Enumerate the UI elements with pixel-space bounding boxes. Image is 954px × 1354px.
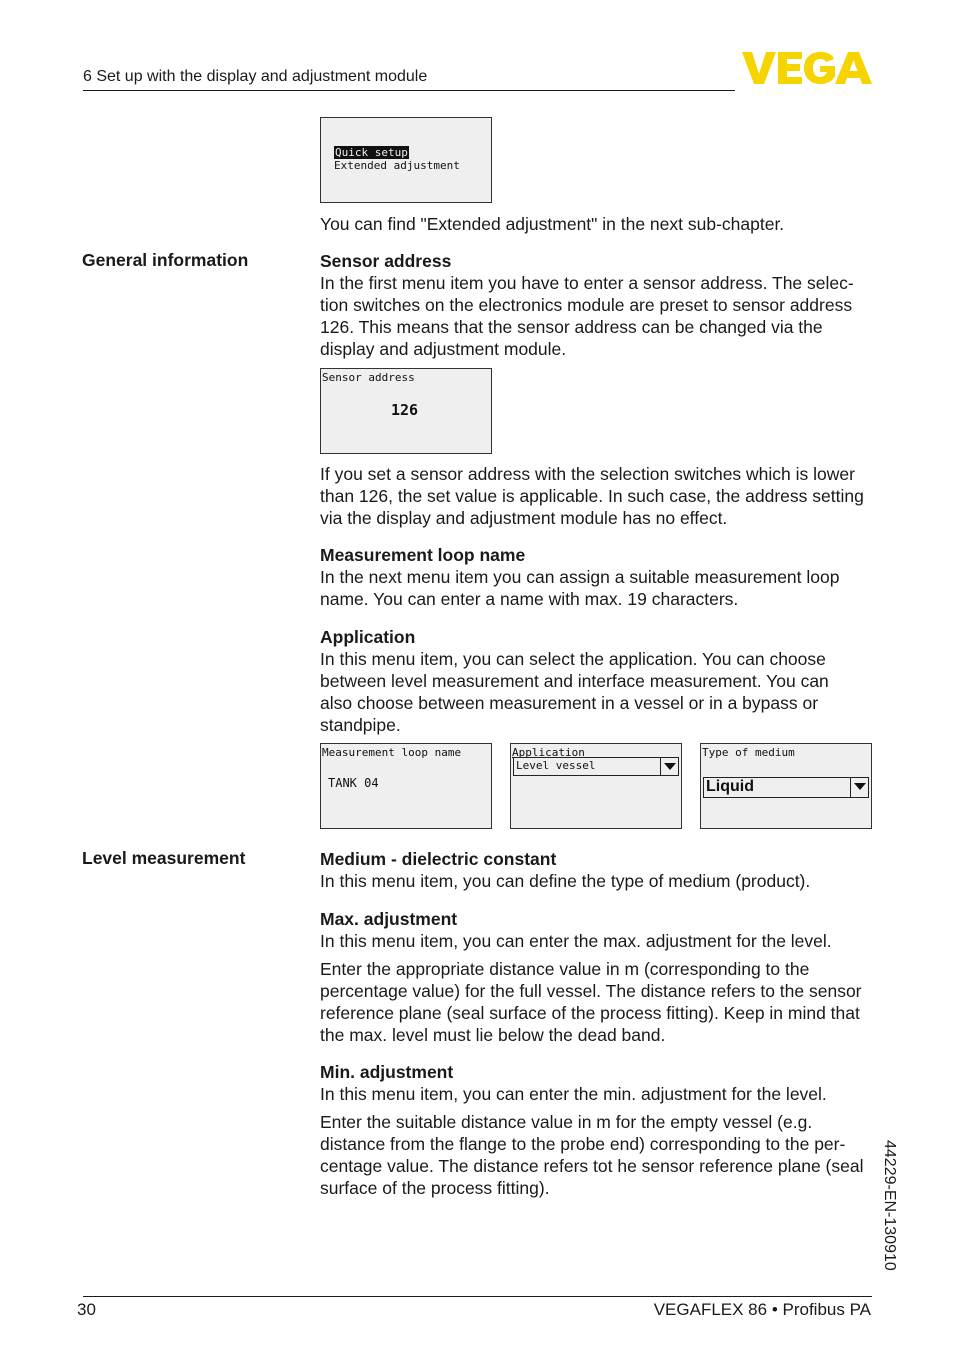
footer-rule	[83, 1296, 872, 1297]
lcd-loop-name	[320, 743, 492, 829]
body-line: the max. level must lie below the dead band.	[320, 1025, 666, 1045]
lcd-title: Measurement loop name	[322, 746, 462, 759]
page-number: 30	[77, 1300, 96, 1319]
body-line: than 126, the set value is applicable. In such case, the address setting	[320, 486, 864, 506]
body-line: tion switches on the electronics module are preset to sensor address	[320, 295, 853, 315]
body-line: centage value. The distance refers tot he sensor reference plane (seal	[320, 1156, 864, 1176]
body-line: In this menu item, you can select the application. You can choose	[320, 649, 826, 669]
lcd-loop-value: TANK 04	[328, 776, 379, 790]
logo-letter-e	[778, 52, 802, 84]
application-section	[320, 626, 880, 736]
body-line: between level measurement and interface measurement. You can	[320, 671, 829, 691]
lcd-menu-selected-item: Quick setup	[335, 146, 408, 159]
product-name: VEGAFLEX 86 • Profibus PA	[653, 1300, 871, 1319]
body-line: In the next menu item you can assign a suitable measurement loop	[320, 567, 840, 587]
body-line: In the first menu item you have to enter a sensor address. The selec-	[320, 273, 854, 293]
min-adjustment-heading: Min. adjustment	[320, 1062, 454, 1082]
body-line: Enter the suitable distance value in m for the empty vessel (e.g.	[320, 1112, 813, 1132]
body-line: distance from the flange to the probe end) corresponding to the per-	[320, 1134, 846, 1154]
body-line: 126. This means that the sensor address can be changed via the	[320, 317, 823, 337]
application-heading: Application	[320, 627, 416, 647]
body-line: via the display and adjustment module has no effect.	[320, 508, 728, 528]
vega-logo	[742, 52, 872, 84]
body-line: display and adjustment module.	[320, 339, 567, 359]
loop-name-heading: Measurement loop name	[320, 545, 526, 565]
lcd-quick-setup-menu	[320, 117, 492, 203]
sensor-address-heading: Sensor address	[320, 251, 452, 271]
loop-name-section	[320, 544, 880, 610]
body-line: Enter the appropriate distance value in m (corresponding to the	[320, 959, 810, 979]
medium-heading: Medium - dielectric constant	[320, 849, 557, 869]
body-line: In this menu item, you can enter the min. adjustment for the level.	[320, 1084, 827, 1104]
lcd-address-value: 126	[391, 401, 419, 419]
min-adjustment-details	[320, 1111, 880, 1199]
sensor-address-note	[320, 463, 880, 529]
max-adjustment-heading: Max. adjustment	[320, 909, 458, 929]
body-line: reference plane (seal surface of the process fitting). Keep in mind that	[320, 1003, 860, 1023]
logo-letter-v	[742, 52, 776, 84]
lcd-menu-item: Extended adjustment	[334, 159, 460, 172]
section-header: 6 Set up with the display and adjustment module	[83, 68, 428, 85]
max-adjustment-section	[320, 908, 880, 952]
max-adjustment-details	[320, 958, 880, 1046]
lcd-title: Type of medium	[702, 746, 795, 759]
body-line: standpipe.	[320, 715, 401, 735]
dropdown-arrow-icon	[660, 758, 678, 775]
header-rule	[83, 90, 735, 91]
lcd-title: Application	[512, 746, 585, 759]
lcd-sensor-address	[320, 368, 492, 454]
application-dropdown	[513, 757, 679, 776]
lcd-application	[510, 743, 682, 829]
body-line: In this menu item, you can enter the max. adjustment for the level.	[320, 931, 832, 951]
body-line: In this menu item, you can define the type of medium (product).	[320, 871, 811, 891]
intro-text: You can find "Extended adjustment" in the next sub-chapter.	[320, 214, 785, 234]
application-dropdown-value: Level vessel	[516, 759, 596, 772]
side-label-general: General information	[82, 250, 249, 270]
min-adjustment-section	[320, 1061, 880, 1105]
sensor-address-section	[320, 250, 880, 360]
document-id: 44229-EN-130910	[881, 1140, 898, 1271]
medium-dropdown	[703, 777, 869, 798]
lcd-title: Sensor address	[322, 371, 415, 384]
dropdown-arrow-icon	[850, 778, 868, 797]
medium-dropdown-value: Liquid	[706, 778, 754, 795]
body-line: surface of the process fitting).	[320, 1178, 550, 1198]
logo-letter-g	[804, 52, 835, 84]
medium-section	[320, 848, 880, 892]
side-label-level: Level measurement	[82, 848, 246, 868]
body-line: also choose between measurement in a vessel or in a bypass or	[320, 693, 819, 713]
body-line: name. You can enter a name with max. 19 characters.	[320, 589, 739, 609]
body-line: percentage value) for the full vessel. The distance refers to the sensor	[320, 981, 862, 1001]
lcd-type-of-medium	[700, 743, 872, 829]
body-line: If you set a sensor address with the selection switches which is lower	[320, 464, 855, 484]
